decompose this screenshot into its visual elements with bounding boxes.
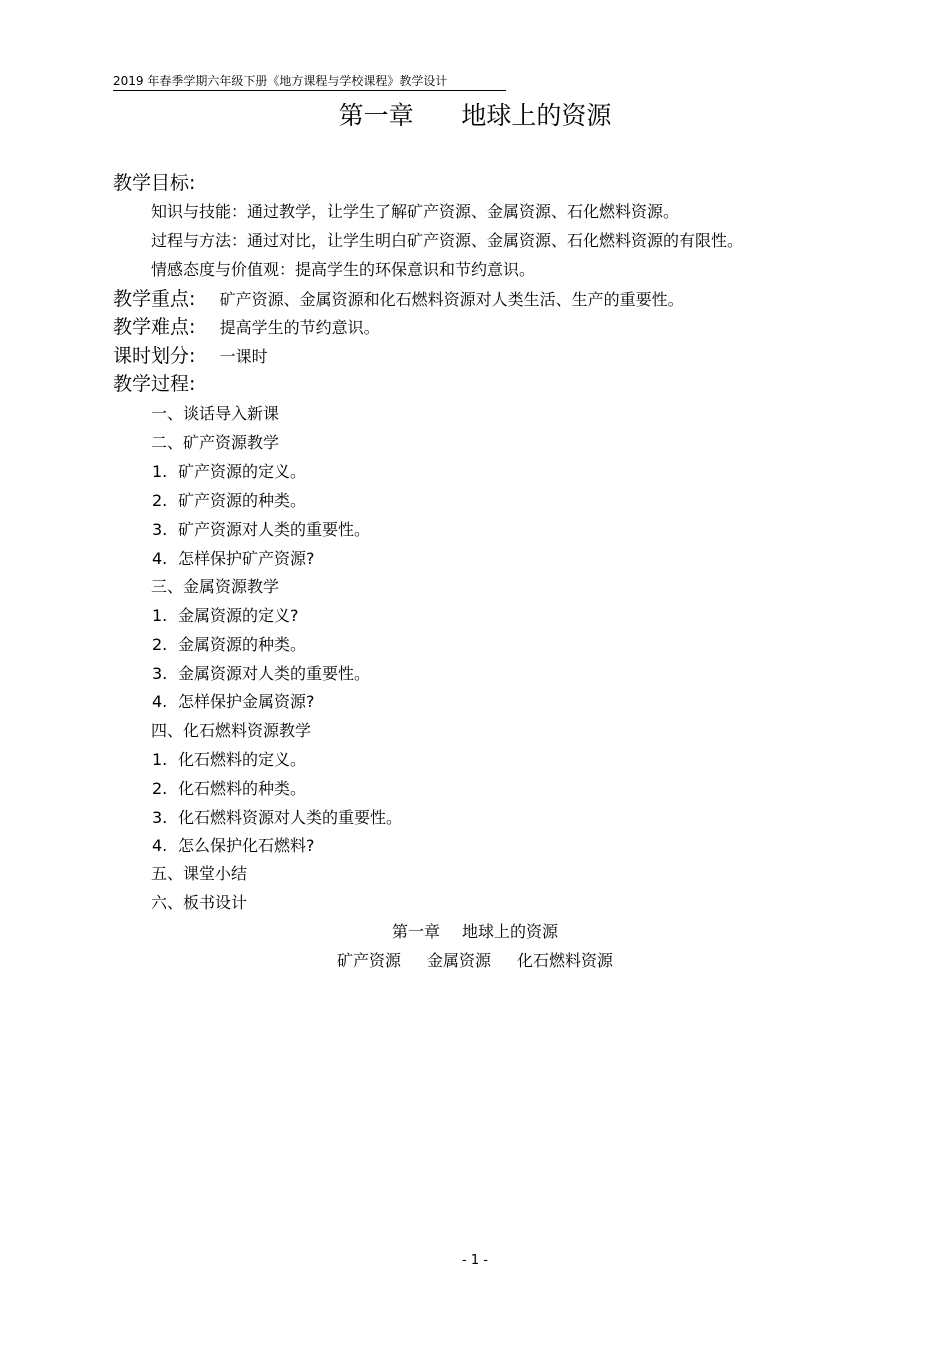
list-item: 2. 矿产资源的种类。 (152, 491, 307, 510)
difficult-points-label: 教学难点: (113, 316, 196, 338)
list-item: 2. 金属资源的种类。 (152, 635, 307, 654)
running-header: 2019 年春季学期六年级下册《地方课程与学校课程》教学设计 (113, 74, 506, 91)
board-resources: 矿产资源 金属资源 化石燃料资源 (336, 951, 614, 970)
list-item: 1. 金属资源的定义? (152, 606, 299, 625)
section-intro: 一、谈话导入新课 (151, 404, 280, 423)
objective-process: 过程与方法：通过对比，让学生明白矿产资源、金属资源、石化燃料资源的有限性。 (151, 231, 744, 250)
key-points-row (113, 287, 684, 311)
key-points-text: 矿产资源、金属资源和化石燃料资源对人类生活、生产的重要性。 (219, 290, 684, 309)
objectives-heading: 教学目标: (113, 172, 196, 194)
list-item: 3. 金属资源对人类的重要性。 (152, 664, 371, 683)
list-item: 3. 矿产资源对人类的重要性。 (152, 520, 371, 539)
chapter-name: 地球上的资源 (461, 101, 612, 130)
page-number: - 1 - (462, 1253, 488, 1268)
section-summary: 五、课堂小结 (151, 864, 248, 883)
process-heading: 教学过程: (113, 373, 196, 395)
section-fossil: 四、化石燃料资源教学 (151, 721, 312, 740)
chapter-title (0, 100, 950, 132)
section-board: 六、板书设计 (151, 893, 248, 912)
list-item: 2. 化石燃料的种类。 (152, 779, 307, 798)
schedule-label: 课时划分: (113, 345, 196, 367)
list-item: 4. 怎样保护矿产资源? (152, 549, 315, 568)
list-item: 4. 怎么保护化石燃料? (152, 836, 315, 855)
section-metal: 三、金属资源教学 (151, 577, 280, 596)
difficult-points-row (113, 315, 380, 339)
list-item: 3. 化石燃料资源对人类的重要性。 (152, 808, 403, 827)
list-item: 4. 怎样保护金属资源? (152, 692, 315, 711)
section-mineral: 二、矿产资源教学 (151, 433, 280, 452)
objective-attitude: 情感态度与价值观：提高学生的环保意识和节约意识。 (151, 260, 536, 279)
board-title: 第一章 地球上的资源 (391, 922, 559, 941)
schedule-text: 一课时 (219, 347, 268, 366)
objective-knowledge: 知识与技能：通过教学，让学生了解矿产资源、金属资源、石化燃料资源。 (151, 202, 680, 221)
list-item: 1. 矿产资源的定义。 (152, 462, 307, 481)
difficult-points-text: 提高学生的节约意识。 (219, 318, 380, 337)
chapter-number: 第一章 (338, 101, 414, 130)
list-item: 1. 化石燃料的定义。 (152, 750, 307, 769)
key-points-label: 教学重点: (113, 288, 196, 310)
schedule-row (113, 344, 268, 368)
